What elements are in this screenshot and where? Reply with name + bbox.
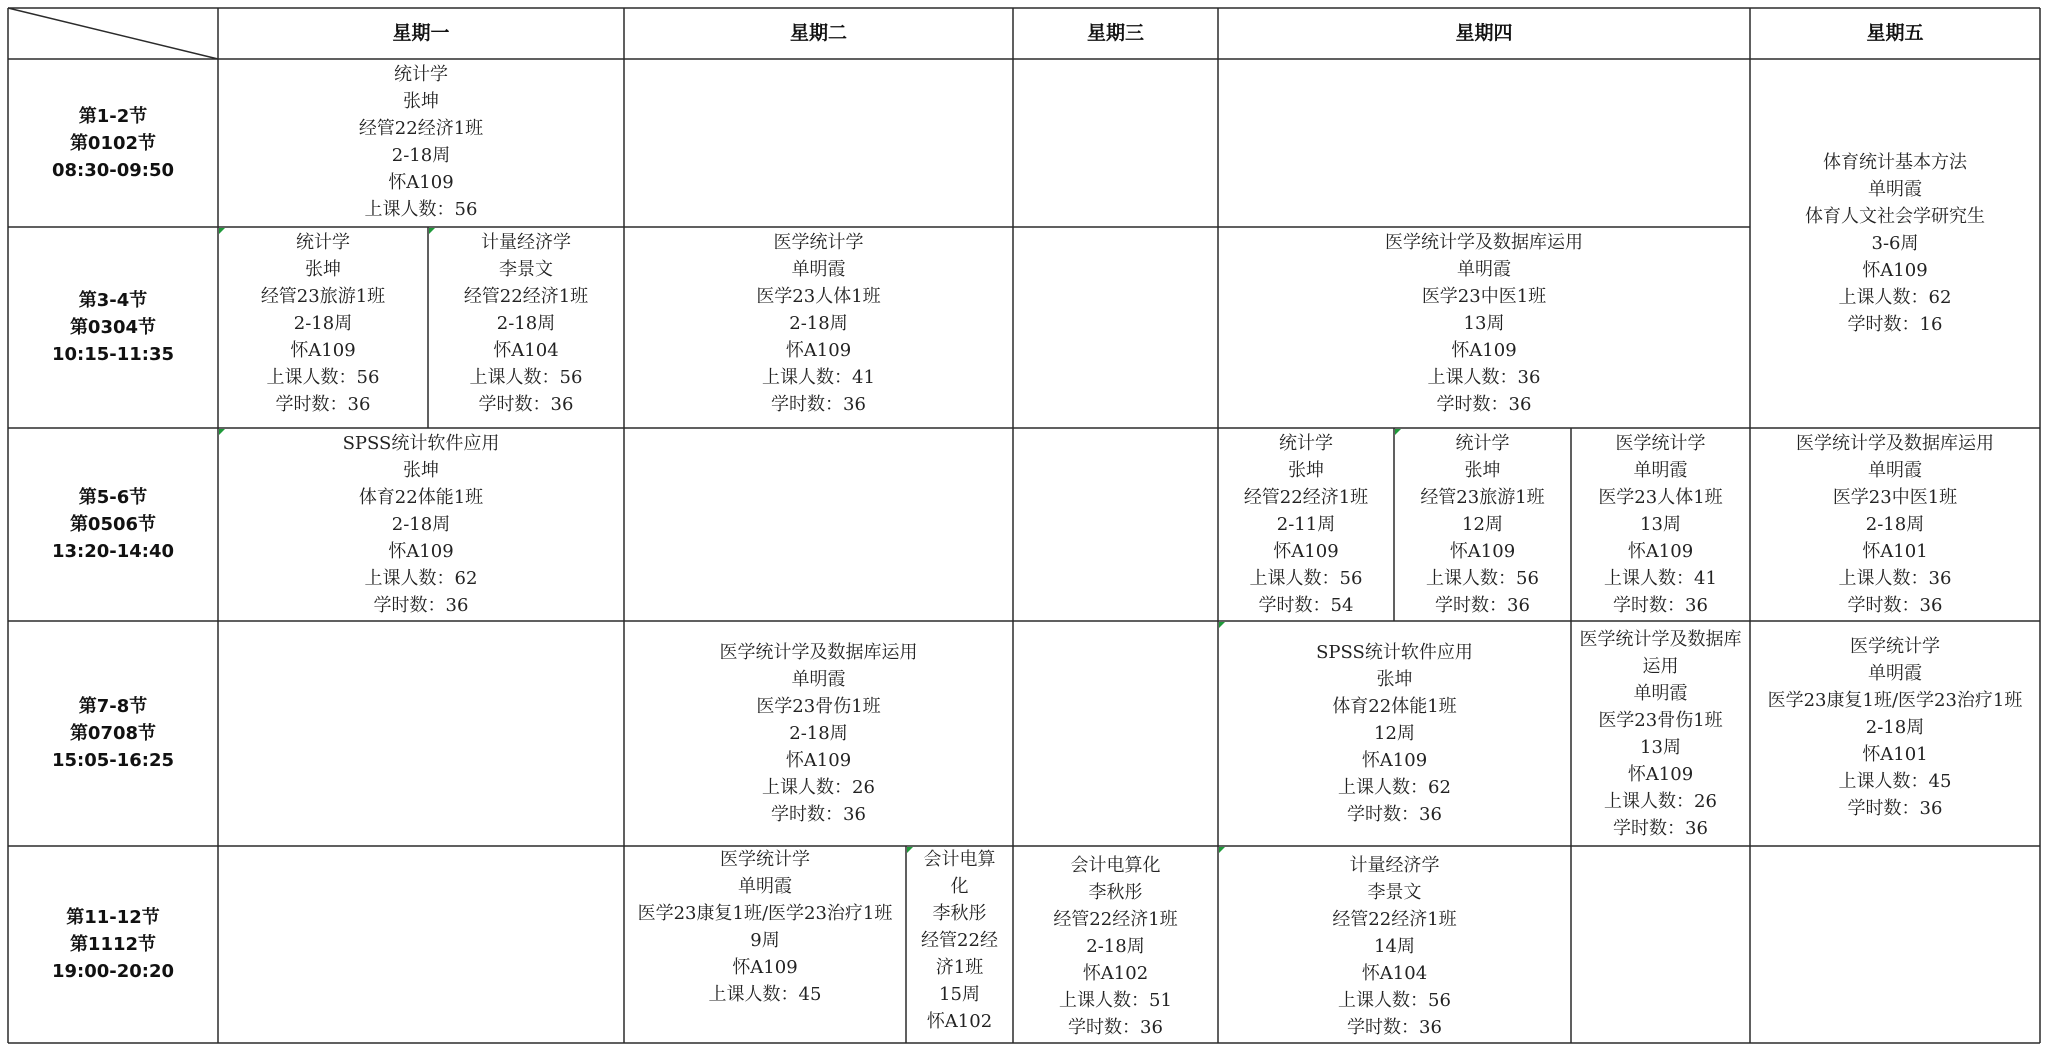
teacher-name: 单明霞	[1633, 460, 1688, 481]
room: 怀A102	[926, 1011, 993, 1032]
course-thu-p4-a[interactable]	[1218, 621, 1571, 846]
course-name: 会计电算化	[1070, 855, 1161, 876]
teacher-name: 单明霞	[1457, 259, 1511, 280]
teacher-name: 张坤	[1288, 460, 1324, 481]
course-name: 医学统计学及数据库运用	[1385, 232, 1583, 253]
teacher-name: 单明霞	[791, 669, 846, 690]
class-hours: 学时数：36	[1435, 595, 1530, 616]
course-tue-p4[interactable]	[624, 621, 1013, 846]
course-thu-p3-a[interactable]	[1218, 428, 1394, 621]
class-hours: 学时数：36	[1847, 798, 1943, 819]
weeks: 2-18周	[789, 313, 848, 334]
course-name: 医学统计学	[1850, 636, 1940, 657]
class-name: 经管23旅游1班	[1420, 487, 1545, 508]
course-name: SPSS统计软件应用	[1316, 642, 1473, 663]
course-name: 体育统计基本方法	[1823, 152, 1967, 173]
class-name: 体育人文社会学研究生	[1805, 206, 1985, 227]
weeks: 2-18周	[391, 145, 451, 166]
course-thu-p3-b[interactable]	[1394, 428, 1571, 621]
period-time: 19:00-20:20	[51, 961, 175, 982]
period-time: 10:15-11:35	[51, 344, 175, 365]
course-name: 医学统计学	[1615, 433, 1706, 454]
weeks: 3-6周	[1871, 233, 1919, 254]
class-hours: 学时数：36	[1847, 595, 1943, 616]
course-tue-p5-a[interactable]	[624, 846, 906, 1043]
room: 怀A109	[1273, 541, 1339, 562]
period-time: 08:30-09:50	[51, 159, 175, 181]
class-name: 医学23骨伤1班	[1598, 709, 1723, 731]
header-friday: 星期五	[1866, 22, 1924, 44]
room: 怀A101	[1862, 541, 1928, 562]
room: 怀A109	[1449, 541, 1516, 562]
header-tuesday: 星期二	[789, 22, 847, 44]
period-label: 第7-8节	[78, 696, 148, 717]
course-tue-p5-b[interactable]	[906, 846, 1013, 1043]
course-mon-p2-b[interactable]	[428, 227, 624, 428]
period-label: 第1-2节	[78, 105, 148, 127]
student-count: 上课人数：62	[1838, 287, 1952, 308]
course-thu-p2[interactable]	[1218, 227, 1750, 428]
room: 怀A109	[1627, 541, 1694, 562]
room: 怀A102	[1082, 963, 1149, 984]
period-code: 第0506节	[69, 514, 157, 535]
class-hours: 学时数：36	[1613, 595, 1708, 616]
student-count: 上课人数：56	[469, 367, 583, 388]
student-count: 上课人数：45	[1838, 771, 1952, 792]
room: 怀A109	[1627, 763, 1694, 785]
weeks: 2-18周	[1086, 936, 1145, 957]
teacher-name: 单明霞	[791, 259, 846, 280]
course-name: 医学统计学	[773, 232, 864, 253]
weeks: 13周	[1640, 514, 1681, 535]
class-name: 经管23旅游1班	[260, 286, 386, 307]
course-name: SPSS统计软件应用	[342, 433, 500, 454]
weeks: 12周	[1462, 514, 1503, 535]
room: 怀A109	[785, 340, 852, 361]
class-hours: 学时数：54	[1258, 595, 1354, 616]
teacher-name: 李景文	[1367, 882, 1422, 903]
period-time: 13:20-14:40	[51, 541, 175, 562]
student-count: 上课人数：41	[1604, 568, 1717, 589]
period-code: 第0708节	[69, 723, 157, 744]
room: 怀A109	[1361, 750, 1428, 771]
course-fri-p4[interactable]	[1750, 621, 2040, 846]
student-count: 上课人数：26	[762, 777, 875, 798]
course-name: 统计学	[1455, 433, 1510, 454]
student-count: 上课人数：56	[1338, 990, 1451, 1011]
weeks: 14周	[1374, 936, 1415, 957]
course-name: 医学统计学及数据库运用	[1796, 433, 1994, 454]
class-name: 体育22体能1班	[1332, 696, 1457, 717]
student-count: 上课人数：51	[1059, 990, 1172, 1011]
header-thursday: 星期四	[1455, 22, 1513, 44]
course-mon-p3[interactable]	[218, 428, 624, 621]
teacher-name: 李秋彤	[932, 903, 987, 924]
period-5-6	[8, 428, 218, 621]
class-name: 医学23康复1班/医学23治疗1班	[637, 903, 893, 924]
class-name: 经管22经济1班	[1243, 487, 1369, 508]
class-hours: 学时数：36	[1347, 804, 1442, 825]
student-count: 上课人数：36	[1427, 367, 1541, 388]
student-count: 上课人数：45	[708, 984, 822, 1005]
student-count: 上课人数：56	[1426, 568, 1539, 589]
room: 怀A109	[388, 541, 454, 562]
student-count: 上课人数：26	[1604, 790, 1717, 812]
period-label: 第11-12节	[66, 907, 160, 928]
corner-diagonal	[8, 8, 218, 59]
course-thu-p3-c[interactable]	[1571, 428, 1750, 621]
period-code: 第0102节	[69, 132, 157, 154]
weeks: 2-18周	[293, 313, 353, 334]
room: 怀A101	[1862, 744, 1928, 765]
course-wed-p5[interactable]	[1013, 846, 1218, 1043]
course-tue-p2[interactable]	[624, 227, 1013, 428]
student-count: 上课人数：62	[1338, 777, 1451, 798]
student-count: 上课人数：56	[364, 199, 478, 220]
teacher-name: 张坤	[403, 460, 439, 481]
header-wednesday: 星期三	[1086, 22, 1144, 44]
class-name: 医学23人体1班	[756, 286, 881, 307]
course-name: 计量经济学	[481, 232, 571, 253]
weeks: 2-11周	[1276, 514, 1336, 535]
period-7-8	[8, 621, 218, 846]
course-name: 统计学	[394, 64, 448, 85]
teacher-name: 张坤	[1464, 460, 1501, 481]
course-name: 会计电算化	[923, 849, 996, 897]
weeks: 13周	[1463, 313, 1505, 334]
class-name: 经管22经济1班	[1053, 909, 1178, 930]
class-name: 医学23人体1班	[1598, 487, 1723, 508]
room: 怀A109	[732, 957, 798, 978]
class-hours: 学时数：36	[1068, 1017, 1163, 1038]
class-hours: 学时数：36	[771, 804, 866, 825]
teacher-name: 张坤	[305, 259, 341, 280]
course-name: 统计学	[296, 232, 350, 253]
course-thu-p5[interactable]	[1218, 846, 1571, 1043]
class-name: 医学23骨伤1班	[756, 696, 881, 717]
room: 怀A104	[1361, 963, 1428, 984]
teacher-name: 张坤	[1376, 669, 1413, 690]
period-label: 第5-6节	[78, 487, 148, 508]
period-label: 第3-4节	[78, 290, 148, 311]
header-monday: 星期一	[392, 22, 450, 44]
course-thu-p4-b[interactable]	[1571, 621, 1750, 846]
class-hours: 学时数：36	[1347, 1017, 1442, 1038]
weeks: 2-18周	[789, 723, 848, 744]
teacher-name: 单明霞	[1868, 663, 1922, 684]
class-hours: 学时数：36	[275, 394, 371, 415]
weeks: 2-18周	[1865, 717, 1925, 738]
weeks: 2-18周	[391, 514, 451, 535]
class-hours: 学时数：36	[373, 595, 469, 616]
period-time: 15:05-16:25	[51, 750, 175, 771]
weeks: 2-18周	[1865, 514, 1925, 535]
student-count: 上课人数：36	[1838, 568, 1952, 589]
class-name: 医学23康复1班/医学23治疗1班	[1767, 690, 2023, 711]
weeks: 12周	[1374, 723, 1415, 744]
period-1-2	[8, 59, 218, 227]
class-name: 体育22体能1班	[358, 487, 484, 508]
course-name: 医学统计学	[720, 849, 810, 870]
class-name: 医学23中医1班	[1421, 286, 1547, 307]
period-3-4	[8, 227, 218, 428]
class-name: 经管22经济1班	[463, 286, 589, 307]
weeks: 9周	[750, 930, 780, 951]
course-name: 医学统计学及数据库运用	[1579, 628, 1742, 677]
room: 怀A109	[1862, 260, 1928, 281]
period-code: 第0304节	[69, 317, 157, 338]
room: 怀A109	[785, 750, 852, 771]
class-hours: 学时数：36	[1613, 817, 1708, 839]
weeks: 13周	[1640, 736, 1681, 758]
course-fri-p1-2[interactable]	[1750, 59, 2040, 428]
course-fri-p3[interactable]	[1750, 428, 2040, 621]
weeks: 15周	[939, 984, 980, 1005]
room: 怀A104	[493, 340, 559, 361]
student-count: 上课人数：41	[762, 367, 875, 388]
student-count: 上课人数：56	[1249, 568, 1363, 589]
class-name: 经管22经济1班	[1332, 909, 1457, 930]
class-hours: 学时数：36	[1436, 394, 1532, 415]
teacher-name: 李景文	[499, 259, 553, 280]
teacher-name: 单明霞	[1868, 460, 1922, 481]
teacher-name: 单明霞	[1868, 179, 1922, 200]
room: 怀A109	[1451, 340, 1517, 361]
teacher-name: 李秋彤	[1088, 882, 1143, 903]
class-hours: 学时数：36	[771, 394, 866, 415]
teacher-name: 张坤	[403, 91, 439, 112]
class-name: 经管22经济1班	[358, 118, 484, 139]
course-name: 医学统计学及数据库运用	[719, 642, 918, 663]
student-count: 上课人数：56	[266, 367, 380, 388]
course-name: 统计学	[1279, 433, 1333, 454]
class-name: 经管22经济1班	[921, 930, 998, 978]
class-hours: 学时数：16	[1847, 314, 1943, 335]
student-count: 上课人数：62	[364, 568, 478, 589]
class-name: 医学23中医1班	[1832, 487, 1958, 508]
teacher-name: 单明霞	[1633, 682, 1688, 704]
room: 怀A109	[388, 172, 454, 193]
teacher-name: 单明霞	[738, 876, 792, 897]
room: 怀A109	[290, 340, 356, 361]
weeks: 2-18周	[496, 313, 556, 334]
period-11-12	[8, 846, 218, 1043]
course-name: 计量经济学	[1349, 855, 1440, 876]
course-mon-p2-a[interactable]	[218, 227, 428, 428]
class-hours: 学时数：36	[478, 394, 574, 415]
period-code: 第1112节	[69, 934, 157, 955]
course-mon-p1[interactable]	[218, 59, 624, 227]
